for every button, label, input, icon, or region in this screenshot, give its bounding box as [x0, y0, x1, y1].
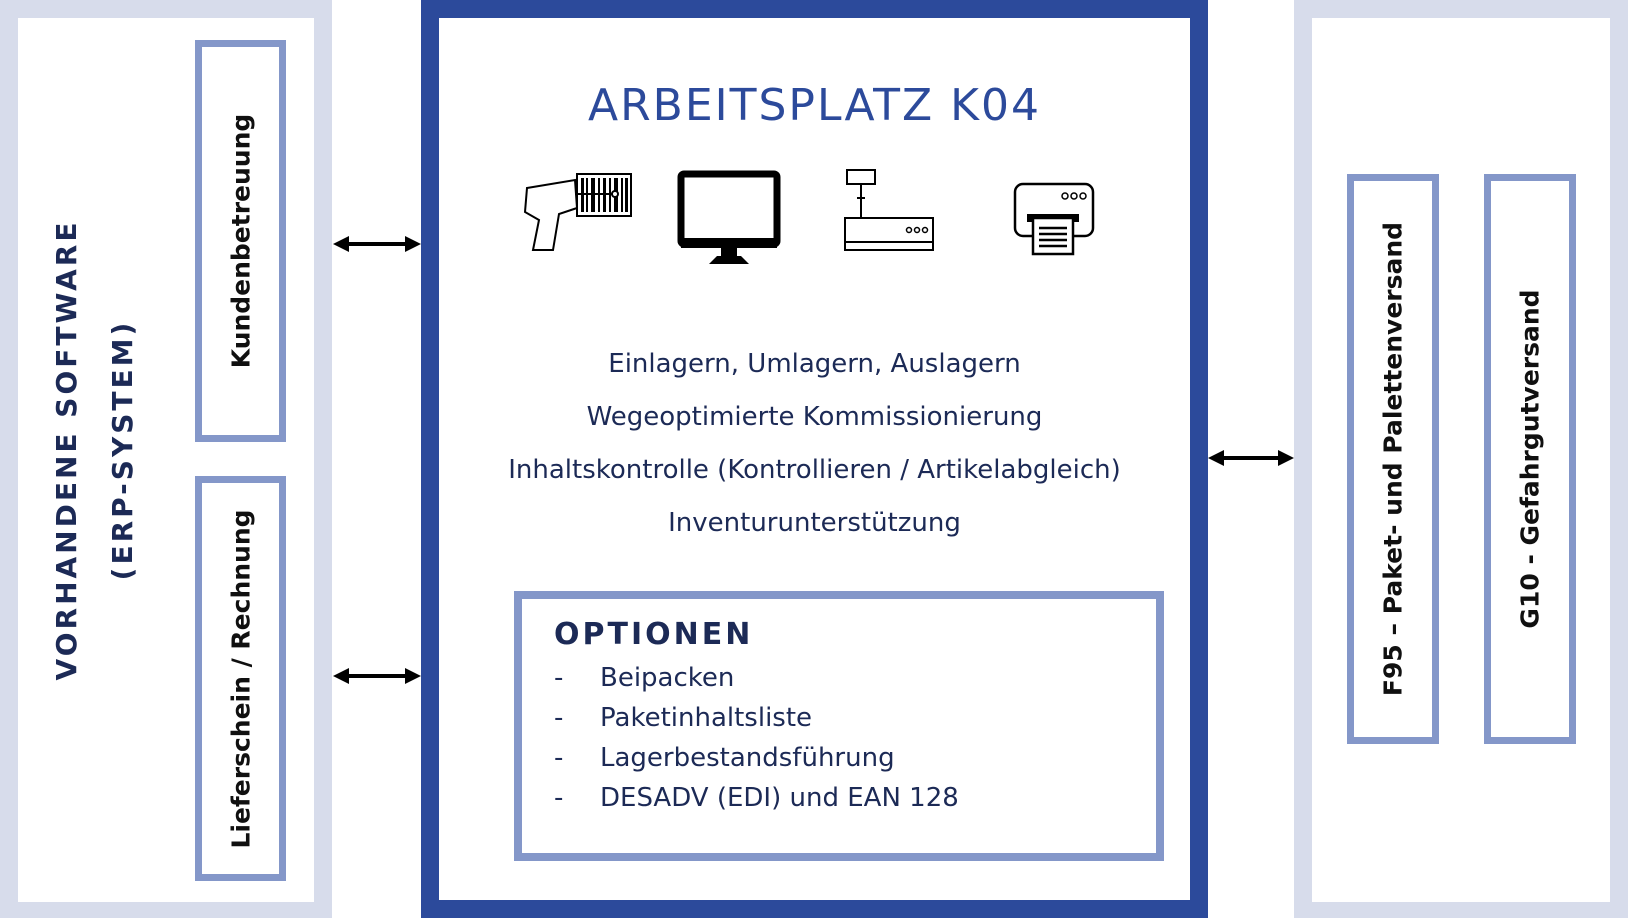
erp-title-line2: (ERP-SYSTEM) [106, 319, 139, 581]
monitor-icon [677, 170, 781, 270]
options-box [514, 591, 1164, 861]
double-arrow-icon [333, 232, 421, 256]
options-title: OPTIONEN [554, 617, 754, 652]
module-label: G10 - Gefahrgutversand [1515, 289, 1545, 629]
double-arrow-icon [333, 664, 421, 688]
module-label: Lieferschein / Rechnung [226, 508, 255, 849]
erp-title [40, 90, 150, 810]
option-item [554, 738, 1156, 778]
workstation-title: ARBEITSPLATZ K04 [587, 80, 1042, 131]
scale-icon [843, 168, 937, 260]
option-dash: - [554, 783, 564, 813]
option-dash: - [554, 663, 564, 693]
function-item: Inhaltskontrolle (Kontrollieren / Artikelabgleich) [508, 455, 1121, 485]
module-lieferschein-rechnung [195, 476, 286, 881]
function-item: Wegeoptimierte Kommissionierung [586, 402, 1043, 432]
double-arrow-icon [1208, 446, 1294, 470]
barcode-scanner-icon [519, 170, 635, 262]
erp-title-line1: VORHANDENE SOFTWARE [50, 219, 83, 681]
option-label: Lagerbestandsführung [600, 743, 895, 773]
function-item: Inventurunterstützung [668, 508, 961, 538]
workstation-panel [421, 0, 1208, 918]
module-g10-gefahrgutversand [1484, 174, 1576, 744]
option-item [554, 658, 1156, 698]
module-kundenbetreuung [195, 40, 286, 442]
function-item: Einlagern, Umlagern, Auslagern [608, 349, 1021, 379]
printer-icon [1013, 174, 1097, 260]
module-f95-paket-palettenversand [1347, 174, 1439, 744]
option-item [554, 778, 1156, 818]
option-dash: - [554, 743, 564, 773]
shipping-panel [1294, 0, 1628, 918]
option-label: DESADV (EDI) und EAN 128 [600, 783, 959, 813]
module-label: Kundenbetreuung [226, 113, 255, 369]
option-label: Beipacken [600, 663, 735, 693]
option-item [554, 698, 1156, 738]
module-label: F95 – Paket- und Palettenversand [1378, 221, 1408, 697]
option-label: Paketinhaltsliste [600, 703, 813, 733]
option-dash: - [554, 703, 564, 733]
function-list [439, 338, 1190, 550]
